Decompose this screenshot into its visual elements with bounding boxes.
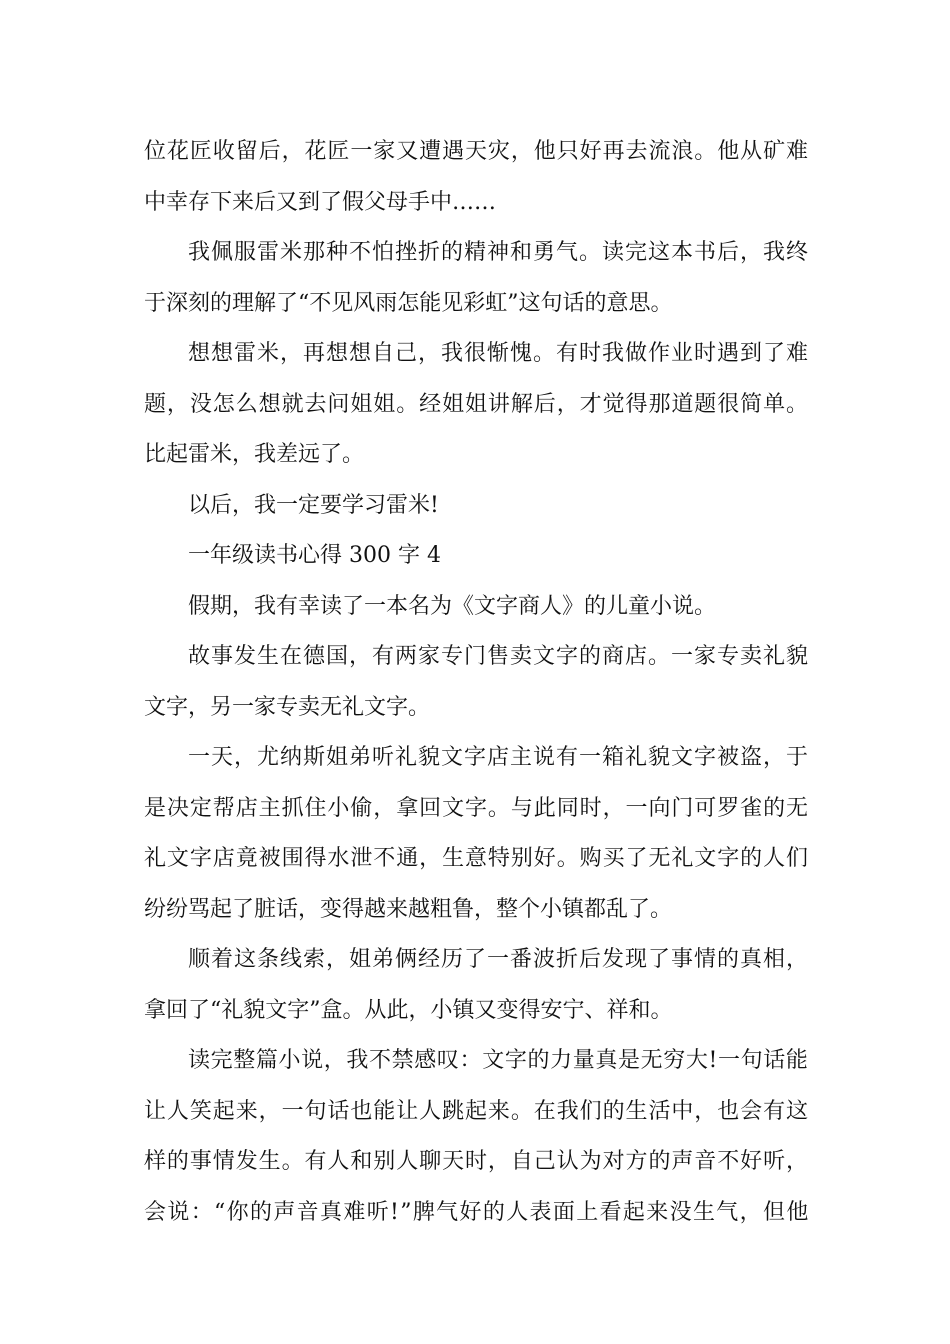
text-line: 我佩服雷米那种不怕挫折的精神和勇气。读完这本书后，我终 [188, 240, 810, 265]
text-line: 题，没怎么想就去问姐姐。经姐姐讲解后，才觉得那道题很简单。 [144, 391, 809, 417]
text-line: 会说：“你的声音真难听!”脾气好的人表面上看起来没生气，但他 [144, 1199, 810, 1225]
text-line: 于深刻的理解了“不见风雨怎能见彩虹”这句话的意思。 [144, 290, 673, 316]
text-line: 比起雷米，我差远了。 [144, 442, 365, 467]
text-line: 一天，尤纳斯姐弟听礼貌文字店主说有一箱礼貌文字被盗，于 [188, 745, 810, 770]
text-line: 读完整篇小说，我不禁感叹：文字的力量真是无穷大!一句话能 [188, 1048, 809, 1073]
text-line: 让人笑起来，一句话也能让人跳起来。在我们的生活中，也会有这 [144, 1098, 809, 1124]
text-line: 中幸存下来后又到了假父母手中…… [144, 189, 497, 215]
text-line: 以后，我一定要学习雷米! [188, 492, 439, 518]
text-line: 是决定帮店主抓住小偷，拿回文字。与此同时，一向门可罗雀的无 [144, 795, 809, 821]
text-line: 拿回了“礼貌文字”盒。从此，小镇又变得安宁、祥和。 [144, 997, 673, 1023]
text-line: 一年级读书心得 300 字 4 [188, 543, 441, 568]
text-line: 顺着这条线索，姐弟俩经历了一番波折后发现了事情的真相， [188, 947, 810, 972]
text-line: 假期，我有幸读了一本名为《文字商人》的儿童小说。 [188, 593, 717, 619]
text-line: 纷纷骂起了脏话，变得越来越粗鲁，整个小镇都乱了。 [144, 896, 673, 922]
text-line: 礼文字店竟被围得水泄不通，生意特别好。购买了无礼文字的人们 [144, 846, 809, 871]
text-line: 位花匠收留后，花匠一家又遭遇天灾，他只好再去流浪。他从矿难 [144, 139, 809, 164]
text-line: 故事发生在德国，有两家专门售卖文字的商店。一家专卖礼貌 [188, 644, 810, 669]
text-line: 样的事情发生。有人和别人聊天时，自己认为对方的声音不好听， [144, 1149, 809, 1174]
text-line: 想想雷米，再想想自己，我很惭愧。有时我做作业时遇到了难 [188, 341, 810, 366]
text-line: 文字，另一家专卖无礼文字。 [144, 694, 431, 720]
